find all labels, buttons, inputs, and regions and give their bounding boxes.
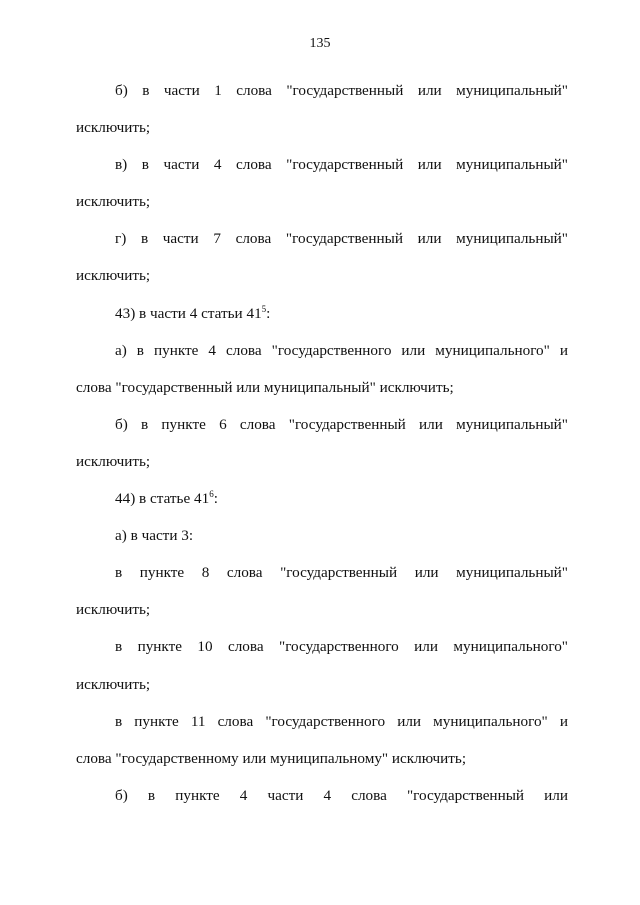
article-heading: [76, 295, 568, 332]
text-line: исключить;: [76, 267, 151, 285]
heading-text: 44) в статье 41: [115, 490, 210, 508]
text-line: б) в пункте 6 слова "государственный или муниципальный": [115, 415, 568, 433]
superscript: 6: [209, 488, 214, 499]
document-body: [76, 72, 568, 814]
text-line: исключить;: [76, 452, 151, 470]
text-line: б) в части 1 слова "государственный или муниципальный": [115, 82, 568, 99]
text-line: в пункте 11 слова "государственного или муниципального" и: [115, 712, 568, 730]
page-number: 135: [309, 36, 331, 51]
text-line: исключить;: [76, 675, 151, 693]
text-line: а) в пункте 4 слова "государственного или муниципального" и: [115, 341, 568, 359]
text-line: исключить;: [76, 193, 151, 211]
text-line: исключить;: [76, 119, 151, 137]
text-line: слова "государственному или муниципальному" исключить;: [76, 749, 467, 767]
text-line: г) в части 7 слова "государственный или муниципальный": [115, 230, 568, 248]
text-line: в пункте 8 слова "государственный или муниципальный": [115, 564, 568, 582]
text-line: в пункте 10 слова "государственного или муниципального": [115, 638, 568, 656]
heading-colon: :: [266, 304, 271, 322]
superscript: 5: [261, 303, 267, 314]
text-line: б) в пункте 4 части 4 слова "государственный или: [115, 786, 568, 804]
article-heading: [76, 480, 568, 517]
text-line: слова "государственный или муниципальный" исключить;: [76, 378, 454, 396]
heading-colon: :: [213, 490, 218, 508]
heading-text: 43) в части 4 статьи 41: [115, 304, 262, 322]
text-line: а) в части 3:: [115, 527, 194, 545]
text-line: исключить;: [76, 601, 151, 619]
text-line: в) в части 4 слова "государственный или муниципальный": [115, 156, 568, 174]
